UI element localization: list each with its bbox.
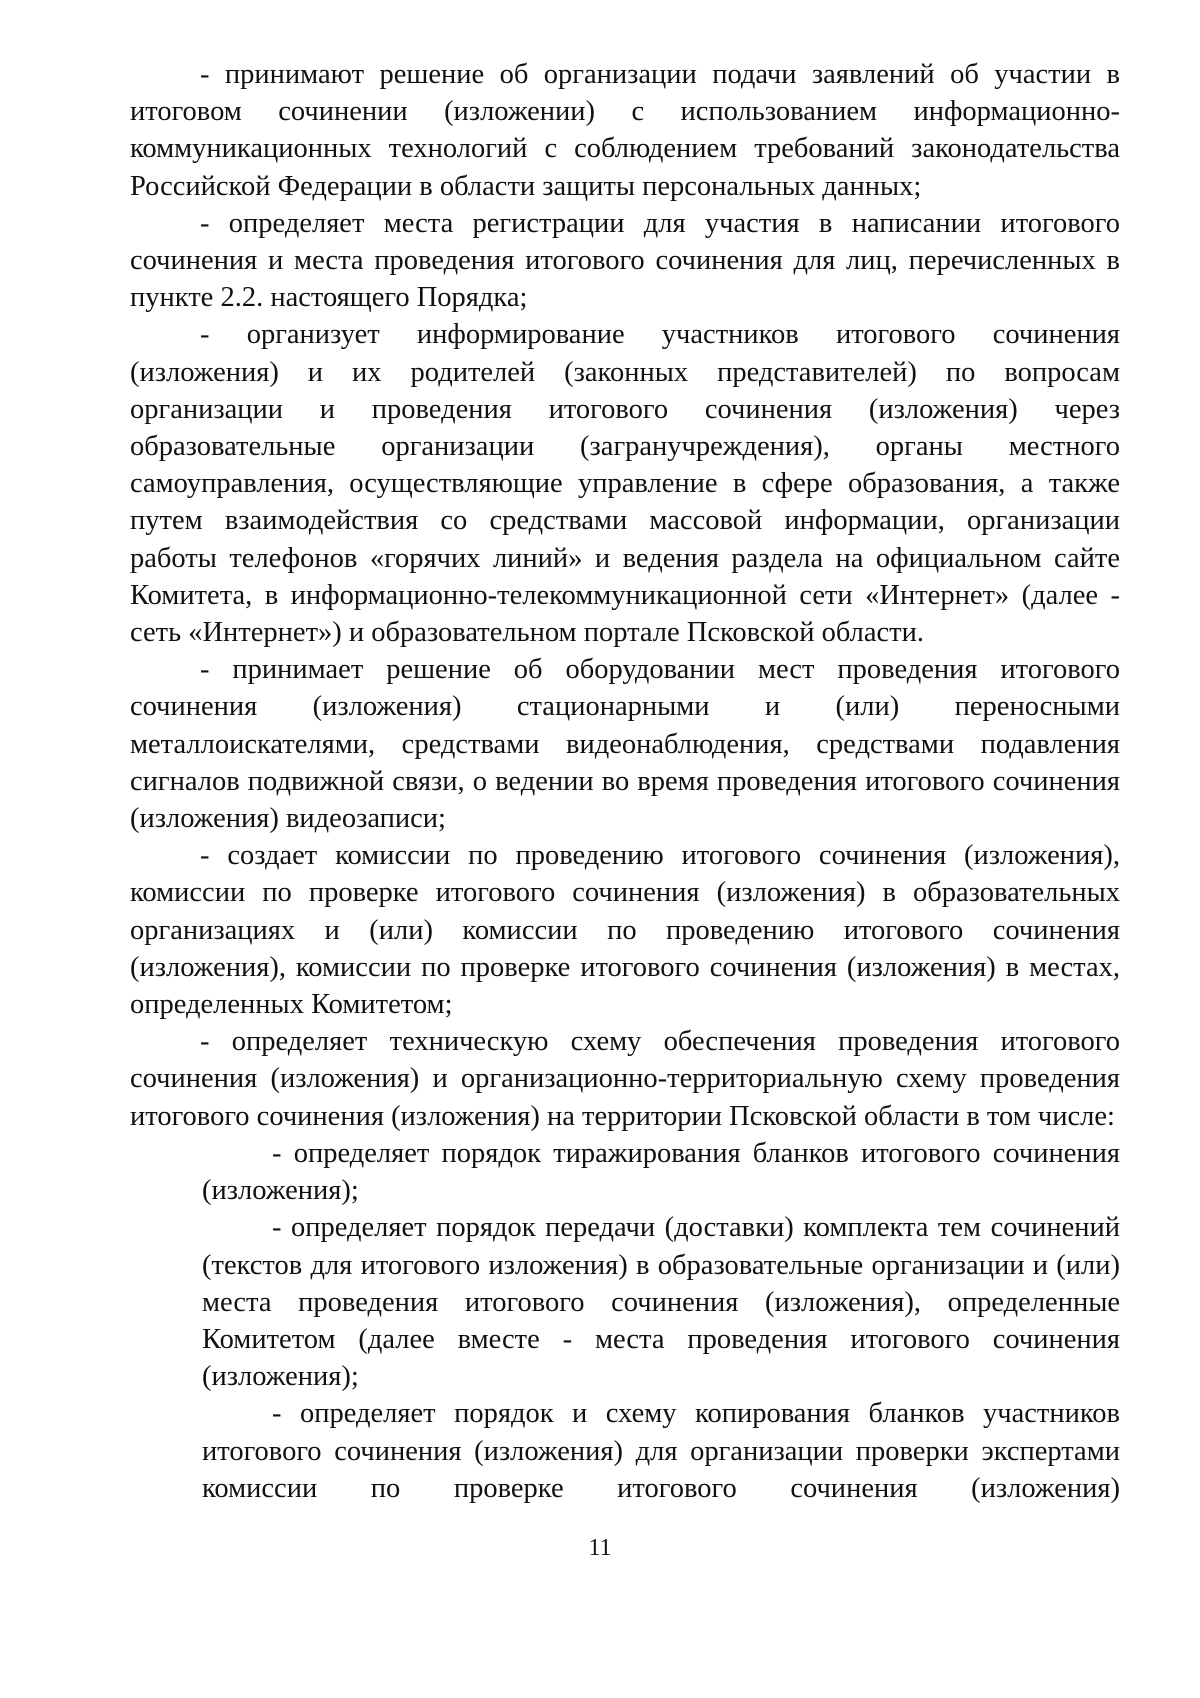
paragraph-create-commissions: - создает комиссии по проведению итогового сочинения (изложения), комиссии по проверке итогового сочинения (изложения) в образовательных организациях и (или) комиссии по проведению итогового сочинения (изложения), комиссии по проверке итогового сочинения (изложения) в местах, определенных Комитетом; <box>130 840 1120 1021</box>
paragraph-sub-replication: - определяет порядок тиражирования бланков итогового сочинения (изложения); <box>202 1137 1120 1207</box>
paragraph-sub-delivery: - определяет порядок передачи (доставки) комплекта тем сочинений (текстов для итогового изложения) в образовательные организации и (или) места проведения итогового сочинения (изложения), определенные Комитетом (далее вместе - места проведения итогового сочинения (изложения); <box>202 1212 1120 1393</box>
paragraph-informing-participants: - организует информирование участников итогового сочинения (изложения) и их родителей (законных представителей) по вопросам организации и проведения итогового сочинения (изложения) через образовательные организации (загранучреждения), органы местного самоуправления, осуществляющие управление в сфере образования, а также путем взаимодействия со средствами массовой информации, организации работы телефонов «горячих линий» и ведения раздела на официальном сайте Комитета, в информационно-телекоммуникационной сети «Интернет» (далее - сеть «Интернет») и образовательном портале Псковской области. <box>130 319 1120 649</box>
paragraph-sub-copying: - определяет порядок и схему копирования бланков участников итогового сочинения (изложения) для организации проверки экспертами комиссии по проверке итогового сочинения (изложения) <box>202 1398 1120 1504</box>
paragraph-applications-ict: - принимают решение об организации подачи заявлений об участии в итоговом сочинении (изложении) с использованием информационно-коммуникационных технологий с соблюдением требований законодательства Российской Федерации в области защиты персональных данных; <box>130 59 1120 202</box>
paragraph-equipment-decision: - принимает решение об оборудовании мест проведения итогового сочинения (изложения) стационарными и (или) переносными металлоискателями, средствами видеонаблюдения, средствами подавления сигналов подвижной связи, о ведении во время проведения итогового сочинения (изложения) видеозаписи; <box>130 654 1120 835</box>
paragraph-registration-places: - определяет места регистрации для участия в написании итогового сочинения и места проведения итогового сочинения для лиц, перечисленных в пункте 2.2. настоящего Порядка; <box>130 207 1120 314</box>
page-number: 11 <box>588 1535 612 1561</box>
paragraph-technical-scheme: - определяет техническую схему обеспечения проведения итогового сочинения (изложения) и организационно-территориальную схему проведения итогового сочинения (изложения) на территории Псковской области в том числе: <box>130 1026 1120 1132</box>
document-body <box>130 56 1120 1507</box>
